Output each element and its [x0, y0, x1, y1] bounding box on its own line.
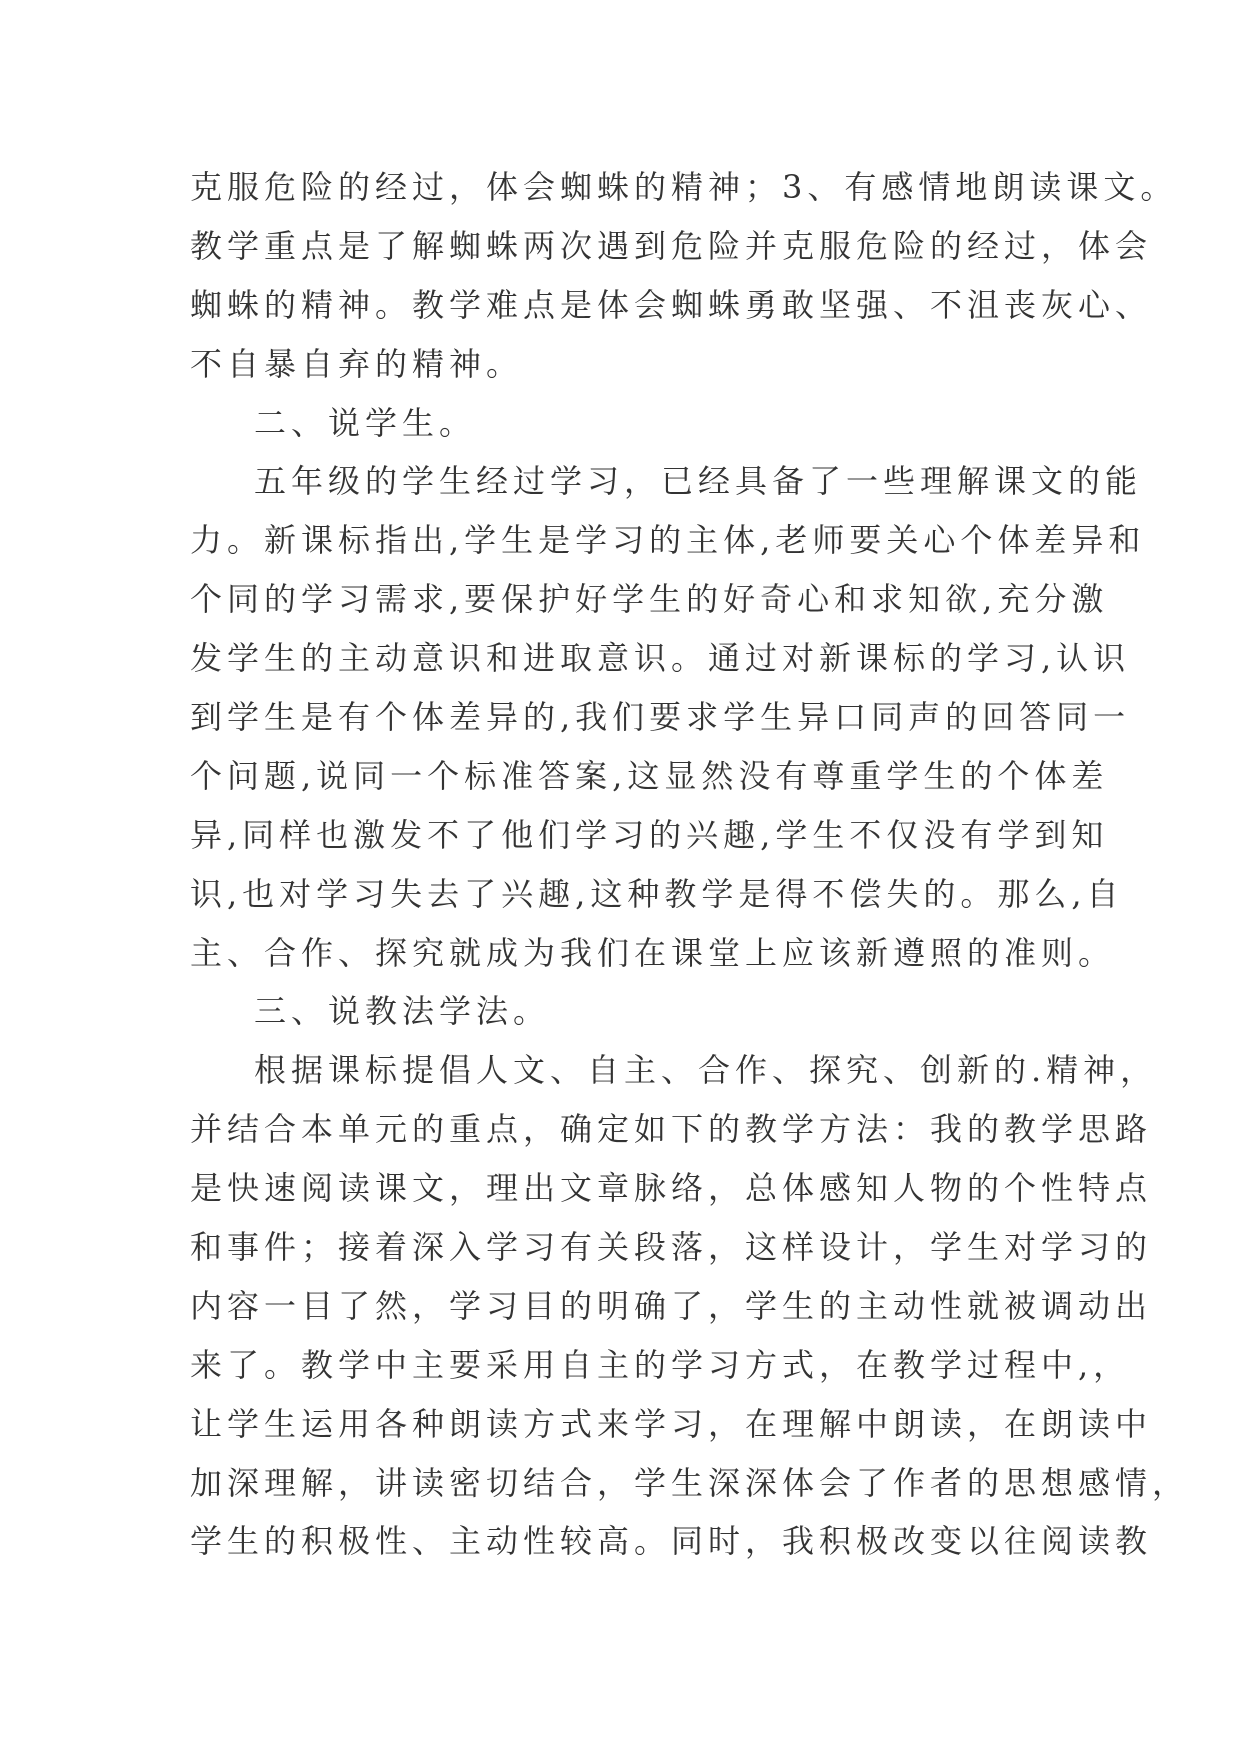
text-line: 异,同样也激发不了他们学习的兴趣,学生不仅没有学到知 [190, 815, 1109, 854]
text-line: 个同的学习需求,要保护好学生的好奇心和求知欲,充分激 [190, 580, 1109, 619]
text-line: 识,也对学习失去了兴趣,这种教学是得不偿失的。那么,自 [190, 874, 1124, 913]
text-line: 让学生运用各种朗读方式来学习，在理解中朗读，在朗读中 [190, 1404, 1153, 1443]
text-line: 不自暴自弃的精神。 [190, 344, 524, 383]
text-line: 来了。教学中主要采用自主的学习方式，在教学过程中,， [190, 1345, 1131, 1384]
text-line: 并结合本单元的重点，确定如下的教学方法：我的教学思路 [190, 1110, 1153, 1149]
text-line: 到学生是有个体差异的,我们要求学生异口同声的回答同一 [190, 698, 1131, 737]
text-line: 教学重点是了解蜘蛛两次遇到危险并克服危险的经过，体会 [190, 226, 1153, 265]
text-line: 蜘蛛的精神。教学难点是体会蜘蛛勇敢坚强、不沮丧灰心、 [190, 285, 1153, 324]
text-line: 个问题,说同一个标准答案,这显然没有尊重学生的个体差 [190, 756, 1109, 795]
text-line: 克服危险的经过，体会蜘蛛的精神；3、有感情地朗读课文。 [190, 168, 1178, 206]
paragraph-start: 五年级的学生经过学习，已经具备了一些理解课文的能 [254, 462, 1143, 501]
text-line: 发学生的主动意识和进取意识。通过对新课标的学习,认识 [190, 639, 1131, 678]
text-line: 和事件；接着深入学习有关段落，这样设计，学生对学习的 [190, 1228, 1153, 1267]
text-line: 学生的积极性、主动性较高。同时，我积极改变以往阅读教 [190, 1522, 1153, 1561]
section-heading: 三、说教法学法。 [254, 992, 551, 1031]
text-line: 内容一目了然，学习目的明确了，学生的主动性就被调动出 [190, 1286, 1153, 1325]
section-heading: 二、说学生。 [254, 403, 477, 442]
text-line: 主、合作、探究就成为我们在课堂上应该新遵照的准则。 [190, 933, 1116, 972]
paragraph-start: 根据课标提倡人文、自主、合作、探究、创新的.精神， [254, 1051, 1158, 1090]
body-text [190, 158, 1190, 1571]
text-line: 是快速阅读课文，理出文章脉络，总体感知人物的个性特点 [190, 1169, 1153, 1208]
text-line: 力。新课标指出,学生是学习的主体,老师要关心个体差异和 [190, 521, 1146, 560]
text-line: 加深理解，讲读密切结合，学生深深体会了作者的思想感情， [190, 1463, 1190, 1502]
